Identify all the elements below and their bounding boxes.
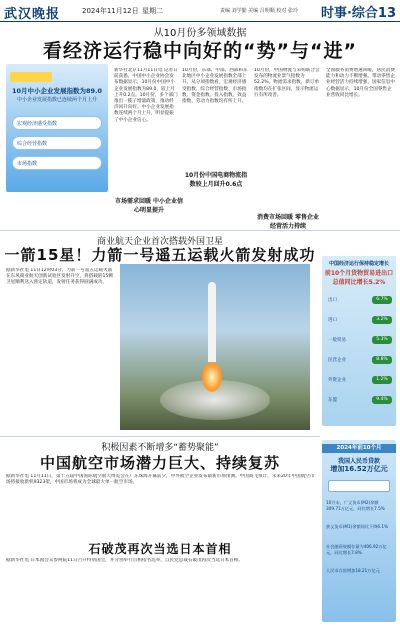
newspaper-logo: 武汉晚报	[4, 7, 61, 22]
loan-title: 我国人民币贷款	[337, 458, 380, 465]
airshow-story-headline: 中国航空市场潜力巨大、持续复苏	[39, 454, 280, 472]
loan-stat-card	[328, 480, 390, 492]
rocket-body	[208, 282, 216, 362]
airshow-story-kicker: 积极因素不断增多“蓄势聚能”	[101, 443, 219, 453]
issue-date: 2024年11月12日	[82, 7, 139, 15]
infographic-title: 10月中小企业发展指数为89.0	[11, 87, 103, 95]
top-story-headline: 看经济运行稳中向好的“势”与“进”	[43, 40, 357, 62]
stats-row: 东盟 9.4%	[328, 396, 390, 406]
airshow-story-body: 据新华社电 11月11日，第十五届中国国际航空航天博览会在广东珠海开幕前夕，中外航空企业发布最新市场预测。中国商飞预计，未来20年中国航空市场将接收新机9323架，中国市场将成为全球最大单一航空市场。	[6, 474, 315, 486]
loan-stat-line: 狭义货币(M1)余额同比下降6.1%	[326, 524, 389, 529]
loan-stats-box	[322, 440, 396, 622]
trade-stats-box	[322, 256, 396, 426]
infographic-badge	[10, 72, 52, 82]
infographic-bar: 宏观经济感受指数	[12, 116, 102, 130]
weekday: 星期二	[142, 7, 163, 15]
section-title: 时事·综合13	[320, 6, 396, 21]
stats-row: 民营企业 8.8%	[328, 356, 390, 366]
loan-stat-line: 10月末，广义货币(M2)余额309.71万亿元，同比增长7.5%	[326, 500, 385, 511]
top-story-kicker: 从10月份多领域数据	[153, 28, 247, 39]
top-story-subhead-1: 市场需求回暖 中小企业信心明显提升	[114, 198, 184, 214]
masthead	[0, 0, 400, 22]
section-divider	[0, 436, 320, 437]
rocket-story-kicker: 商业航天企业首次搭载外国卫星	[96, 237, 223, 247]
top-story-body-4: 全国服务消费增速回暖，居民消费能力和动力不断增强。带动零售企业经营活力持续增强，国家信息中心数据显示，10月份全国零售企业营收同比增长。	[326, 68, 395, 98]
stats-row: 外资企业 1.2%	[328, 376, 390, 386]
top-story-body-2: 10月份，东部、中部、西部和东北地区中小企业发展指数全部上升。从分项指数看，宏观经济感受指数、综合经营指数、市场指数、资金指数、投入指数、效益指数、劳动力指数均有所上升。	[182, 68, 248, 105]
loan-year-badge: 2024年前10个月	[322, 444, 396, 453]
top-story-subhead-2: 10月份中国电商物流指数较上月回升0.6点	[184, 172, 248, 188]
stats-row: 出口 6.7%	[328, 296, 390, 306]
section-divider	[0, 230, 400, 231]
stats-row: 进口 3.2%	[328, 316, 390, 326]
rocket-launch-photo	[120, 264, 310, 430]
loan-stat-line: 社会融资规模存量为406.92万亿元，同比增长7.8%	[326, 544, 387, 555]
top-story-subhead-3: 消费市场回暖 零售企业经营活力持续	[256, 214, 320, 230]
top-story-body-3: 10月份，中国物流与采购联合会发布的物流业景气指数为52.2%，物流需求指数、新订单指数均在扩张区间，显示物流运行有所改善。	[254, 68, 320, 98]
loan-stat-line: 人民币存款增加18.21万亿元	[326, 568, 380, 573]
top-story-body-1: 新华社北京11月11日电 记者日前获悉，中国中小企业协会发布数据显示，10月份中国中小企业发展指数为89.0，较上月上升0.2点。10月份，多个部门推出一揽子增量政策，推动经济回升向好。中小企业发展指数连续两个月上升，明显提振了中小企业信心。	[114, 68, 178, 123]
loan-amount: 增加16.52万亿元	[330, 465, 388, 473]
rocket-flame	[202, 362, 222, 392]
infographic-subtitle: 中小企业发展指数已连续两个月上升	[16, 97, 97, 103]
editor-credits: 责编 刘学勤 美编 吕明顺 校对 张玲	[220, 8, 298, 14]
rocket-story-headline: 一箭15星！力箭一号遥五运载火箭发射成功	[4, 246, 316, 264]
sme-index-infographic	[6, 64, 108, 192]
stats-headline: 前10个月货物贸易进出口总值同比增长5.2%	[324, 270, 394, 286]
stats-caption: 中国经济运行保持稳定增长	[328, 261, 389, 267]
rocket-story-body: 据新华社电 11日12时03分，力箭一号遥五运载火箭在东风商业航天创新试验区发射升空，将搭载的15颗卫星顺利送入预定轨道，发射任务获得圆满成功。	[6, 268, 113, 286]
infographic-bar: 综合经营指数	[12, 136, 102, 150]
infographic-bar: 市场指数	[12, 156, 102, 170]
japan-story-body: 据新华社电 日本国会众参两院11日召开特别国会，并分别举行首相指名选举，自民党总裁石破茂再次当选日本首相。	[6, 558, 243, 563]
japan-story-headline: 石破茂再次当选日本首相	[88, 542, 232, 556]
stats-row: 一般贸易 5.3%	[328, 336, 390, 346]
